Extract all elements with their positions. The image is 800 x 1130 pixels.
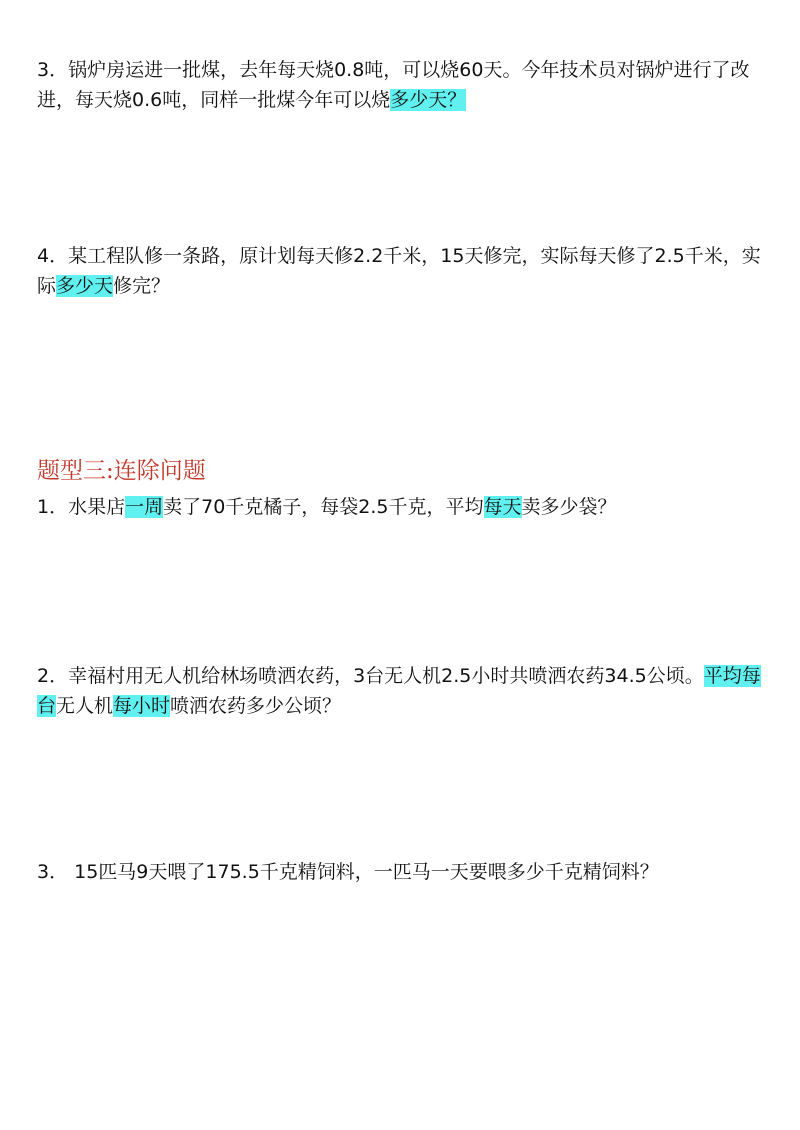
- section-title: 题型三:连除问题: [37, 458, 206, 484]
- highlighted-text: 多少天？: [390, 89, 467, 111]
- section3-question-1-oranges: [37, 492, 767, 522]
- highlighted-text: 每小时: [113, 695, 171, 717]
- section3-question-2-drones: [37, 661, 767, 721]
- question-3-boiler-coal: [37, 55, 767, 115]
- section3-question-3-horses: [37, 857, 767, 887]
- question-text: 3．锅炉房运进一批煤，去年每天烧0.8吨，可以烧60天。今年技术员对锅炉进行了改进，每天烧0.6吨，同样一批煤今年可以烧: [37, 59, 750, 111]
- question-text: 卖多少袋？: [521, 496, 617, 518]
- highlighted-text: 平均每台: [37, 665, 761, 717]
- highlighted-text: 一周: [125, 496, 164, 518]
- question-text: 2．幸福村用无人机给林场喷洒农药，3台无人机2.5小时共喷洒农药34.5公顷。: [37, 665, 704, 687]
- question-text: 1．水果店: [37, 496, 126, 518]
- question-text: 卖了70千克橘子，每袋2.5千克，平均: [163, 496, 484, 518]
- question-text: 无人机: [56, 695, 114, 717]
- highlighted-text: 多少天: [56, 275, 114, 297]
- question-text: 修完？: [113, 275, 171, 297]
- question-text: 3． 15匹马9天喂了175.5千克精饲料，一匹马一天要喂多少千克精饲料？: [37, 861, 659, 883]
- question-text: 4．某工程队修一条路，原计划每天修2.2千米，15天修完，实际每天修了2.5千米，实际: [37, 245, 761, 297]
- question-text: 喷洒农药多少公顷？: [170, 695, 342, 717]
- highlighted-text: 每天: [483, 496, 522, 518]
- question-4-road-repair: [37, 241, 767, 301]
